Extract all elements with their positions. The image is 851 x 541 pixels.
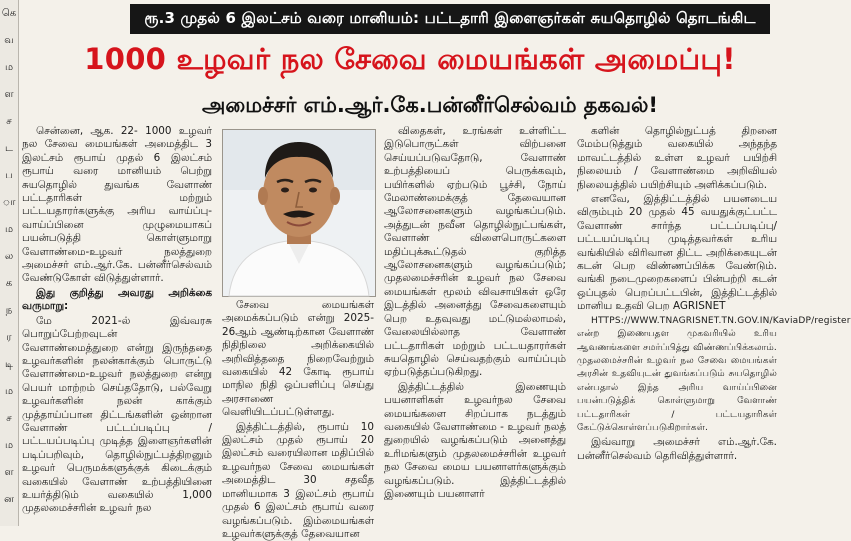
- adjacent-column-strip: [0, 0, 19, 526]
- article-paragraph: இத்திட்டத்தில், ரூபாய் 10 இலட்சம் முதல் ரூபாய் 20 இலட்சம் வரையிலான மதிப்பில் உழவர்நல சேவை மையங்கள் அமைத்திட 30 சதவீத மானியமாக 3 இலட்சம் ரூபாய் முதல் 6 இலட்சம் ரூபாய் வரை வழங்கப்படும். இம்மையங்கள் உழவர்களுக்குத் தேவையான: [222, 420, 374, 540]
- closing-paragraph: இவ்வாறு அமைச்சர் எம்.ஆர்.கே. பன்னீர்செல்வம் தெரிவித்துள்ளார்.: [577, 436, 777, 462]
- strip-char: ர: [6, 332, 12, 343]
- strip-char: ப: [5, 170, 13, 181]
- article-column-3: [384, 125, 566, 526]
- article-paragraph: இத்திட்டத்தில் இணையும் பயனாளிகள் உழவர்நல சேவை மையங்களை சிறப்பாக நடத்தும் வகையில் வேளாண்மை - உழவர் நலத் துறையில் வழங்கப்படும் அனைத்து உரிமங்களும் முதலமைச்சரின் உழவர் நல சேவை மைய பயனாளர்களுக்கும் வழங்கப்படும். இத்திட்டத்தில் இணையும் பயனாளர்: [384, 380, 566, 500]
- strip-char: ம: [4, 440, 14, 451]
- strip-char: ன: [4, 494, 14, 505]
- article-paragraph: களின் தொழில்நுட்பத் திறனை மேம்படுத்தும் வகையில் அந்தந்த மாவட்டத்தில் உள்ள உழவர் பயிற்சி நிலையம் / வேளாண்மை அறிவியல் நிலையத்தில் பயிற்சியும் அளிக்கப்படும்.: [577, 125, 777, 191]
- strip-char: ள: [4, 467, 14, 478]
- strip-char: ம: [4, 62, 14, 73]
- strip-char: வ: [4, 35, 14, 46]
- article-column-1: [22, 125, 212, 526]
- statement-intro: இது குறித்து அவரது அறிக்கை வருமாறு:: [22, 286, 212, 313]
- article-paragraph: விதைகள், உரங்கள் உள்ளிட்ட இடுபொருட்கள் விற்பனை செய்யப்படுவதோடு, வேளாண் உற்பத்தியைப் பெருக்கவும், பயிர்களில் ஏற்படும் பூச்சி, நோய் மேலாண்மைக்குத் தேவையான ஆலோசனைகளும் வழங்கப்படும். அத்துடன் நவீன தொழில்நுட்பங்கள், வேளாண் விளைபொருட்களை மதிப்புக்கூட்டுதல் குறித்த ஆலோசனைகளும் வழங்கப்படும்; முதலமைச்சரின் உழவர் நல சேவை மையங்கள் மூலம் விவசாயிகள் ஒரே இடத்தில் அனைத்து சேவைகளையும் பெற உதவுவது மட்டுமல்லாமல், வேலையில்லாத வேளாண் பட்டதாரிகள் மற்றும் பட்டயதாரர்கள் சுயதொழில் செய்வதற்கும் வாய்ப்பும் ஏற்படுத்தப்படுகிறது.: [384, 125, 566, 379]
- strip-char: க: [5, 278, 13, 289]
- strip-char: ட: [5, 143, 13, 154]
- minister-photo: [222, 129, 376, 297]
- strip-char: டி: [5, 359, 13, 370]
- subheadline: அமைச்சர் எம்.ஆர்.கே.பன்னீர்செல்வம் தகவல்!: [202, 93, 658, 117]
- strip-char: ச: [6, 116, 12, 127]
- headline: 1000 உழவர் நல சேவை மையங்கள் அமைப்பு!: [84, 42, 736, 76]
- strip-char: ந: [5, 305, 13, 316]
- registration-url-paragraph: HTTPS://WWW.TNAGRISNET.TN.GOV.IN/KaviaDP/register என்ற இணையதள முகவரியில் உரிய ஆவணங்களை சமர்ப்பித்து விண்ணப்பிக்கலாம். முதலமைச்சரின் உழவர் நல சேவை மையங்கள் அரசின் உதவியுடன் துவங்கப்படும் சுயதொழில் என்பதால் இந்த அரிய வாய்ப்பினை பயன்படுத்திக் கொள்ளுமாறு வேளாண் பட்டதாரிகள் / பட்டயதாரிகள் கேட்டுக்கொள்ளப்படுகிறார்கள்.: [577, 315, 851, 433]
- article-paragraph: மே 2021-ல் இவ்வரசு பொறுப்பேற்றவுடன் வேளாண்மைத்துறை என்று இருந்ததை உழவர்களின் நலன்காக்கும் பொருட்டு வேளாண்மை-உழவர் நலத்துறை என்று பெயர் மாற்றம் செய்ததோடு, பல்வேறு உழவர்களின் நலன் காக்கும் முத்தாய்ப்பான திட்டங்களின் ஒன்றான வேளாண் பட்டப்படிப்பு / பட்டயப்படிப்பு முடித்த இளைஞர்களின் படிப்பறிவும், தொழில்நுட்பத்திறனும் உழவர் பெருமக்களுக்குக் கிடைக்கும் வகையில் வேளாண் உற்பத்தியினை உயர்த்திடும் வகையில் 1,000 முதலமைச்சரின் உழவர் நல: [22, 314, 212, 515]
- strip-char: ம: [4, 386, 14, 397]
- article-column-2: [222, 299, 374, 540]
- strip-char: ள: [4, 89, 14, 100]
- strip-char: ச: [6, 413, 12, 424]
- kicker-banner: ரூ.3 முதல் 6 இலட்சம் வரை மானியம்: பட்டதாரி இளைஞர்கள் சுயதொழில் தொடங்கிட: [130, 4, 770, 34]
- article-paragraph: சேவை மையங்கள் அமைக்கப்படும் என்று 2025-26ஆம் ஆண்டிற்கான வேளாண் நிதிநிலை அறிக்கையில் அறிவித்ததை நிறைவேற்றும் வகையில் 42 கோடி ரூபாய் மாநில நிதி ஒப்பளிப்பு செய்து அரசாணை வெளியிடப்பட்டுள்ளது.: [222, 299, 374, 419]
- strip-char: ல: [4, 251, 14, 262]
- article-column-4: [577, 125, 851, 526]
- strip-char: ம: [4, 224, 14, 235]
- strip-char: ா: [2, 197, 16, 208]
- article-paragraph: எனவே, இத்திட்டத்தில் பயனடைய விரும்பும் 20 முதல் 45 வயதுக்குட்பட்ட வேளாண் சார்ந்த பட்டப்படிப்பு/பட்டயப்படிப்பு முடித்தவர்கள் உரிய வங்கியில் விரிவான திட்ட அறிக்கையுடன் கடன் பெற விண்ணப்பிக்க வேண்டும். வங்கி நடைமுறைகளைப் பின்பற்றி கடன் ஒப்புதல் பெறப்பட்டபின், இத்திட்டத்தில் மானிய உதவி பெற AGRISNET: [577, 193, 777, 313]
- dateline-paragraph: சென்னை, ஆக. 22- 1000 உழவர் நல சேவை மையங்கள் அமைத்திட 3 இலட்சம் ரூபாய் முதல் 6 இலட்சம் ரூபாய் வரை மானியம் பெற்று சுயதொழில் துவங்க வேளாண் பட்டதாரிகள் மற்றும் பட்டயதாரர்களுக்கு அரிய வாய்ப்பு-வாய்ப்பினை முழுமையாகப் பயன்படுத்தி கொள்ளுமாறு வேளாண்மை-உழவர் நலத்துறை அமைச்சர் எம்.ஆர்.கே. பன்னீர்செல்வம் வேண்டுகோள் விடுத்துள்ளார்.: [22, 125, 212, 285]
- strip-char: கெ: [1, 8, 17, 19]
